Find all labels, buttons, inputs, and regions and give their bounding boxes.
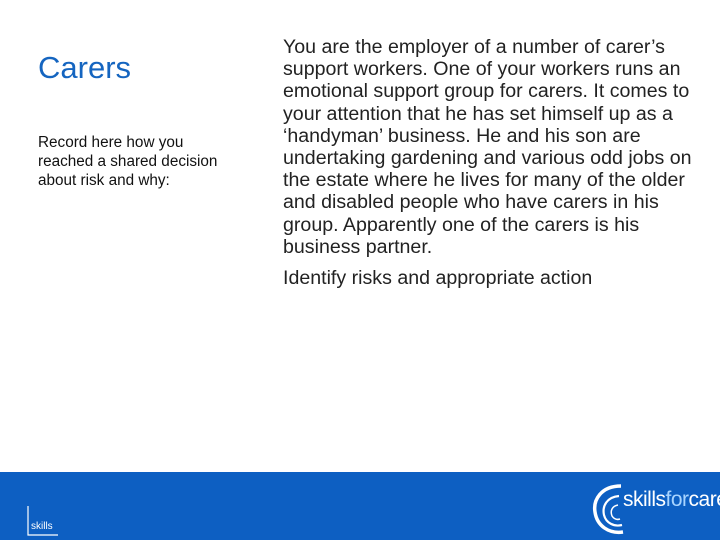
brand-wordmark — [623, 488, 727, 512]
task-instruction: Identify risks and appropriate action — [283, 267, 593, 290]
slide-title: Carers — [38, 50, 132, 85]
scenario-paragraph: You are the employer of a number of carer’s support workers. One of your workers runs an emotional support group for carers. It comes to your attention that he has set himself up as a ‘handyman’ business. He and his son are undertaking gardening and various odd jobs on the estate where he lives for many of the older and disabled people who have carers in his group. Apparently one of the carers is his business partner. — [283, 36, 692, 258]
brand-part-skills: skills — [623, 488, 666, 511]
brand-part-care: care — [688, 488, 727, 511]
skills-small-logo — [27, 505, 59, 536]
scenario-body — [283, 36, 693, 289]
skillsforcare-logo — [589, 478, 727, 538]
small-logo-text: skills — [31, 521, 53, 532]
brand-part-for: for — [665, 488, 689, 511]
record-prompt: Record here how you reached a shared decision about risk and why: — [38, 134, 218, 189]
